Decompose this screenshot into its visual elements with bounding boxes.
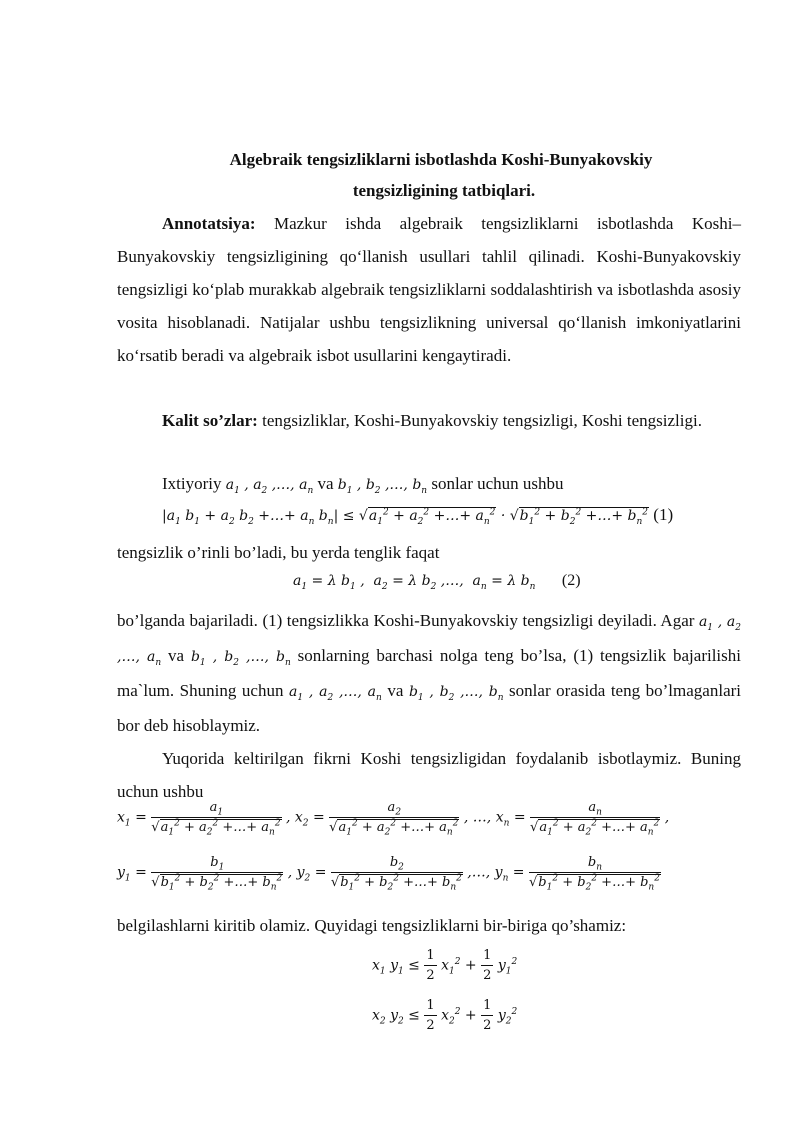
y-definitions: $y_1$ = $\frac{b_1}{√b_1^2 + b_2^2 +\dots+ b_n^2}$ , $y_2$ = $\frac{b_2}{√b_1^2 + b_2^2 +\dots+ b_n^2}$ ,…, $y_n$ = $\frac{b_n}{√b_1^2 + b_2^2 +\dots+ b_n^2}$ — [117, 855, 660, 893]
keywords-paragraph — [117, 404, 741, 437]
proof-intro-paragraph: Yuqorida keltirilgan fikrni Koshi tengsizligidan foydalanib isbotlaymiz. Buning uchun ushbu — [117, 749, 741, 801]
notation-text: belgilashlarni kiritib olamiz. Quyidagi tengsizliklarni bir-biriga qo’shamiz: — [117, 916, 627, 935]
keywords-label: Kalit so’zlar: — [162, 411, 258, 430]
x-definitions: $x_1$ = $\frac{a_1}{√a_1^2 + a_2^2 +\dots+ a_n^2}$ , $x_2$ = $\frac{a_2}{√a_1^2 + a_2^2 +\dots+ a_n^2}$ , …, $x_n$ = $\frac{a_n}{√a_1^2 + a_2^2 +\dots+ a_n^2}$ , — [117, 800, 670, 838]
paper-title-line-1: Algebraik tengsizliklarni isbotlashda Koshi-Bunyakovskiy — [229, 150, 653, 169]
sequence-a: $a_1$ , $a_2$ ,…, $a_n$ — [225, 477, 314, 496]
annotation-label: Annotatsiya: — [162, 214, 256, 233]
annotation-text: Mazkur ishda algebraik tengsizliklarni isbotlashda Koshi–Bunyakovskiy tengsizligining qo‘llanish usullari tahlil qilinadi. Koshi-Bunyakovskiy tengsizligi ko‘plab murakkab algebraik tengsizliklarni soddalashtirish va isbotlashda asosiy vosita hisoblanadi. Natijalar ushbu tengsizlikning universal qo‘llanish imkoniyatlarini ko‘rsatib beradi va algebraik isbot usullarini kengaytiradi. — [117, 214, 741, 365]
equality-condition-text: tengsizlik o’rinli bo’ladi, bu yerda tenglik faqat — [117, 543, 440, 562]
inequality-x2-y2: $x_2$ $y_2$ ≤ $\frac{1}{2}$ $x_2^2$ + $\frac{1}{2}$ $y_2^2$ — [372, 998, 518, 1033]
sequence-b: $b_1$ , $b_2$ ,…, $b_n$ — [337, 477, 428, 496]
discussion-paragraph: bo’lganda bajariladi. (1) tengsizlikka Koshi-Bunyakovskiy tengsizligi deyiladi. Agar $a_1$ , $a_2$ ,…, $a_n$ va $b_1$ , $b_2$ ,…, $b_n$ sonlarning barchasi nolga teng bo’lsa, (1) tengsizlik bajarilishi ma`lum. Shuning uchun $a_1$ , $a_2$ ,…, $a_n$ va $b_1$ , $b_2$ ,…, $b_n$ sonlar orasida teng bo’lmaganlari bor deb hisoblaymiz. — [117, 611, 742, 735]
cauchy-inequality-equation: $|a_1$ $b_1 + a_2$ $b_2$ +…+ $a_n$ $b_n| \le √a_1^2 + a_2^2$ +…+ $a_n^2 \cdot √b_1^2 + b_2^2$ +…+ $b_n^2$ (1) — [162, 505, 674, 527]
keywords-text: tengsizliklar, Koshi-Bunyakovskiy tengsizligi, Koshi tengsizligi. — [257, 411, 702, 430]
inequality-x1-y1: $x_1$ $y_1$ ≤ $\frac{1}{2}$ $x_1^2$ + $\frac{1}{2}$ $y_1^2$ — [372, 948, 518, 983]
paper-title-line-2: tengsizligining tatbiqlari. — [352, 181, 536, 200]
equality-condition-equation: $a_1 = \lambda$ $b_1$ , $a_2 = \lambda$ $b_2$ ,…, $a_n = \lambda$ $b_n$ (2) — [293, 572, 581, 592]
annotation-paragraph — [117, 207, 741, 372]
intro-paragraph: Ixtiyoriy $a_1$ , $a_2$ ,…, $a_n$ va $b_1$ , $b_2$ ,…, $b_n$ sonlar uchun ushbu — [162, 474, 564, 496]
